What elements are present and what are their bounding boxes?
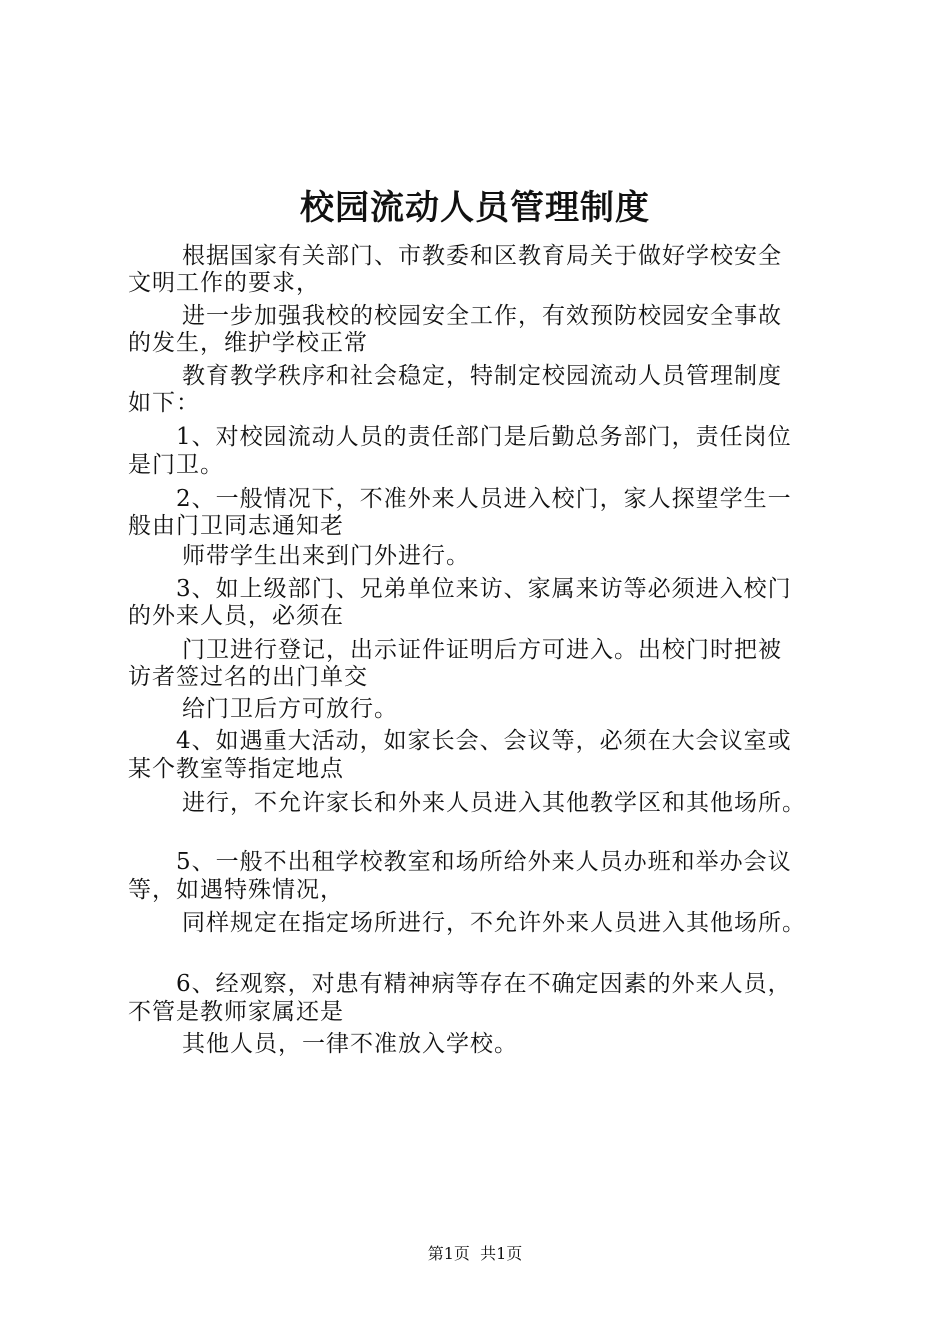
body-line: 教育教学秩序和社会稳定，特制定校园流动人员管理制度 xyxy=(182,363,782,389)
body-line: 进一步加强我校的校园安全工作，有效预防校园安全事故 xyxy=(182,303,782,329)
body-line: 的发生，维护学校正常 xyxy=(128,330,368,356)
page-footer: 第1页 共1页 xyxy=(427,1244,523,1263)
body-line: 1、对校园流动人员的责任部门是后勤总务部门，责任岗位 xyxy=(176,424,792,450)
body-line: 4、如遇重大活动，如家长会、会议等，必须在大会议室或 xyxy=(176,728,792,754)
body-line: 同样规定在指定场所进行，不允许外来人员进入其他场所。 xyxy=(182,910,806,936)
body-line: 根据国家有关部门、市教委和区教育局关于做好学校安全 xyxy=(182,243,782,269)
body-line: 6、经观察，对患有精神病等存在不确定因素的外来人员， xyxy=(176,971,792,997)
body-line: 不管是教师家属还是 xyxy=(128,999,344,1025)
document-title: 校园流动人员管理制度 xyxy=(300,188,650,228)
body-line: 的外来人员，必须在 xyxy=(128,603,344,629)
body-line: 某个教室等指定地点 xyxy=(128,756,344,782)
body-line: 其他人员，一律不准放入学校。 xyxy=(182,1031,518,1057)
body-line: 般由门卫同志通知老 xyxy=(128,513,344,539)
body-line: 是门卫。 xyxy=(128,452,224,478)
body-line: 门卫进行登记，出示证件证明后方可进入。出校门时把被 xyxy=(182,637,782,663)
body-line: 师带学生出来到门外进行。 xyxy=(182,543,470,569)
body-line: 进行，不允许家长和外来人员进入其他教学区和其他场所。 xyxy=(182,790,806,816)
body-line: 5、一般不出租学校教室和场所给外来人员办班和举办会议 xyxy=(176,849,792,875)
body-line: 等，如遇特殊情况， xyxy=(128,877,344,903)
body-line: 给门卫后方可放行。 xyxy=(182,696,398,722)
body-line: 访者签过名的出门单交 xyxy=(128,664,368,690)
body-line: 2、一般情况下，不准外来人员进入校门，家人探望学生一 xyxy=(176,486,792,512)
body-line: 3、如上级部门、兄弟单位来访、家属来访等必须进入校门 xyxy=(176,576,792,602)
body-line: 文明工作的要求， xyxy=(128,270,320,296)
body-line: 如下： xyxy=(128,390,200,416)
